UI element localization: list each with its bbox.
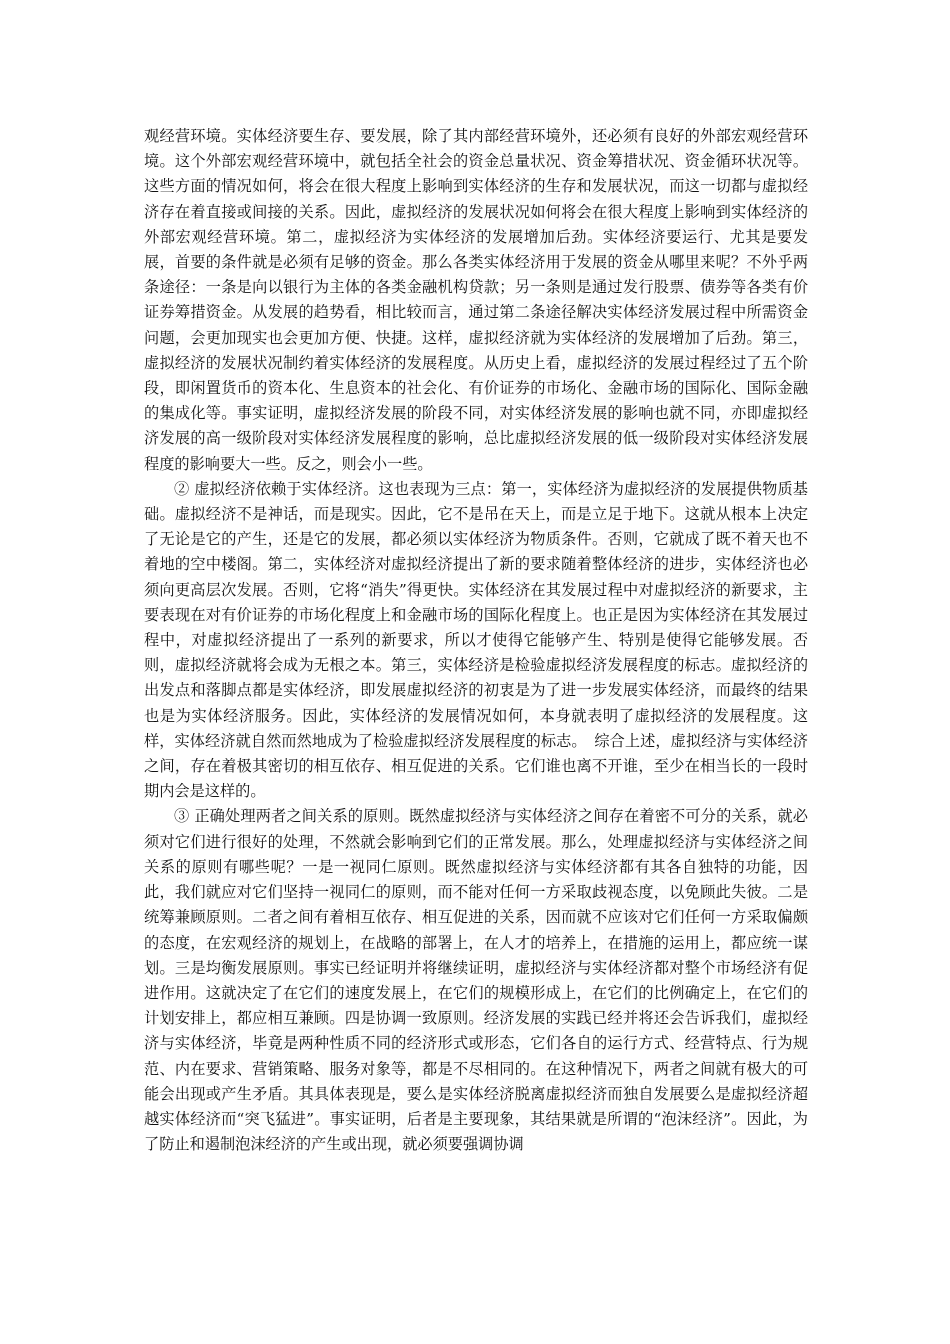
document-page xyxy=(144,124,808,1157)
paragraph-point-2: ② 虚拟经济依赖于实体经济。这也表现为三点：第一，实体经济为虚拟经济的发展提供物质基础。虚拟经济不是神话，而是现实。因此，它不是吊在天上，而是立足于地下。这就从根本上决定了无论是它的产生，还是它的发展，都必须以实体经济为物质条件。否则，它就成了既不着天也不着地的空中楼阁。第二，实体经济对虚拟经济提出了新的要求随着整体经济的进步，实体经济也必须向更高层次发展。否则，它将“消失”得更快。实体经济在其发展过程中对虚拟经济的新要求，主要表现在对有价证券的市场化程度上和金融市场的国际化程度上。也正是因为实体经济在其发展过程中，对虚拟经济提出了一系列的新要求，所以才使得它能够产生、特别是使得它能够发展。否则，虚拟经济就将会成为无根之本。第三，实体经济是检验虚拟经济发展程度的标志。虚拟经济的出发点和落脚点都是实体经济，即发展虚拟经济的初衷是为了进一步发展实体经济，而最终的结果也是为实体经济服务。因此，实体经济的发展情况如何，本身就表明了虚拟经济的发展程度。这样，实体经济就自然而然地成为了检验虚拟经济发展程度的标志。 综合上述，虚拟经济与实体经济之间，存在着极其密切的相互依存、相互促进的关系。它们谁也离不开谁，至少在相当长的一段时期内会是这样的。 xyxy=(144,479,808,801)
paragraph-continuation: 观经营环境。实体经济要生存、要发展，除了其内部经营环境外，还必须有良好的外部宏观经营环境。这个外部宏观经营环境中，就包括全社会的资金总量状况、资金筹措状况、资金循环状况等。这些方面的情况如何，将会在很大程度上影响到实体经济的生存和发展状况，而这一切都与虚拟经济存在着直接或间接的关系。因此，虚拟经济的发展状况如何将会在很大程度上影响到实体经济的外部宏观经营环境。第二，虚拟经济为实体经济的发展增加后劲。实体经济要运行、尤其是要发展，首要的条件就是必须有足够的资金。那么各类实体经济用于发展的资金从哪里来呢？不外乎两条途径：一条是向以银行为主体的各类金融机构贷款；另一条则是通过发行股票、债券等各类有价证券筹措资金。从发展的趋势看，相比较而言，通过第二条途径解决实体经济发展过程中所需资金问题，会更加现实也会更加方便、快捷。这样，虚拟经济就为实体经济的发展增加了后劲。第三，虚拟经济的发展状况制约着实体经济的发展程度。从历史上看，虚拟经济的发展过程经过了五个阶段，即闲置货币的资本化、生息资本的社会化、有价证券的市场化、金融市场的国际化、国际金融的集成化等。事实证明，虚拟经济发展的阶段不同，对实体经济发展的影响也就不同，亦即虚拟经济发展的高一级阶段对实体经济发展程度的影响，总比虚拟经济发展的低一级阶段对实体经济发展程度的影响要大一些。反之，则会小一些。 xyxy=(144,127,808,473)
paragraph-point-3: ③ 正确处理两者之间关系的原则。既然虚拟经济与实体经济之间存在着密不可分的关系，就必须对它们进行很好的处理，不然就会影响到它们的正常发展。那么，处理虚拟经济与实体经济之间关系的原则有哪些呢？一是一视同仁原则。既然虚拟经济与实体经济都有其各自独特的功能，因此，我们就应对它们坚持一视同仁的原则，而不能对任何一方采取歧视态度，以免顾此失彼。二是统筹兼顾原则。二者之间有着相互依存、相互促进的关系，因而就不应该对它们任何一方采取偏颇的态度，在宏观经济的规划上，在战略的部署上，在人才的培养上，在措施的运用上，都应统一谋划。三是均衡发展原则。事实已经证明并将继续证明，虚拟经济与实体经济都对整个市场经济有促进作用。这就决定了在它们的速度发展上，在它们的规模形成上，在它们的比例确定上，在它们的计划安排上，都应相互兼顾。四是协调一致原则。经济发展的实践已经并将还会告诉我们，虚拟经济与实体经济，毕竟是两种性质不同的经济形式或形态，它们各自的运行方式、经营特点、行为规范、内在要求、营销策略、服务对象等，都是不尽相同的。在这种情况下，两者之间就有极大的可能会出现或产生矛盾。其具体表现是，要么是实体经济脱离虚拟经济而独自发展要么是虚拟经济超越实体经济而“突飞猛进”。事实证明，后者是主要现象，其结果就是所谓的“泡沫经济”。因此，为了防止和遏制泡沫经济的产生或出现，就必须要强调协调 xyxy=(144,807,808,1154)
